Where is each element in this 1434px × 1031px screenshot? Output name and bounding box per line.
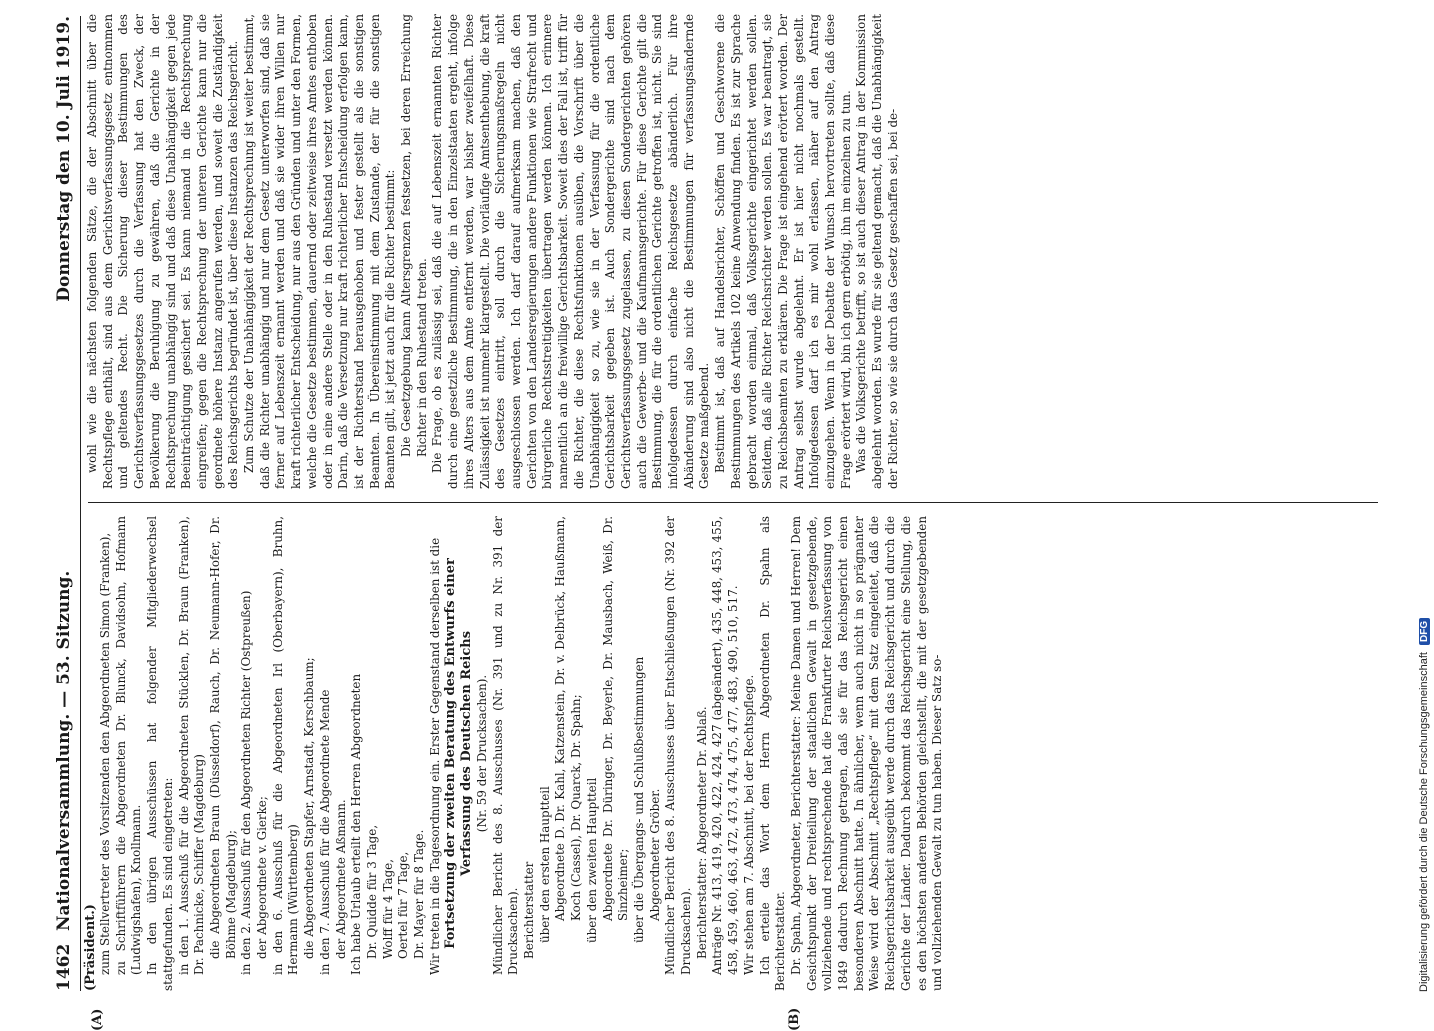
paragraph: Wir stehen am 7. Abschnitt, bei der Rechtspflege. — [741, 674, 756, 975]
page-number: 1462 — [54, 943, 74, 991]
left-column — [98, 516, 1378, 991]
paragraph: Abgeordneter Gröber. — [647, 788, 662, 921]
rotated-page — [52, 14, 1382, 1031]
paragraph: wohl wie die nächsten folgenden Sätze, die der Abschnitt über die Rechtspflege enthält, sind aus dem Gerichtsverfassungsgesetz entnommen und geltendes Recht. Die Sicherung dieser Bestimmungen des Gerichtsverfassungsgesetzes durch die Verfassung hat den Zweck, der Bevölkerung die Beruhigung zu gewähren, daß die Gerichte in der Rechtsprechung unabhängig sind und daß diese Unabhängigkeit gegen jede Beeinträchtigung gesichert sei. Es kann niemand in die Rechtsprechung eingreifen; gegen die Rechtsprechung der unteren Gerichte kann nur die geordnete höhere Instanz angerufen werden, und soweit die Zuständigkeit des Reichsgerichts begründet ist, über diese Instanzen das Reichsgericht. — [85, 14, 241, 489]
paragraph: Wir treten in die Tagesordnung ein. Erster Gegenstand derselben ist die — [427, 537, 442, 975]
margin-marker-d — [787, 0, 802, 1]
paragraph: zum Stellvertreter des Vorsitzenden den Abgeordneten Simon (Franken), — [98, 532, 112, 975]
dfg-logo: DFG — [1419, 618, 1430, 645]
paragraph: In den übrigen Ausschüssen hat folgender Mitgliederwechsel stattgefunden. Es sind eingetreten: — [145, 516, 175, 991]
running-date: Donnerstag den 10. Juli 1919. — [54, 16, 74, 302]
running-header — [52, 16, 78, 991]
paragraph: Die Gesetzgebung kann Altersgrenzen festsetzen, bei deren Erreichung Richter in den Ruhestand treten. — [399, 14, 429, 457]
paragraph: Dr. Mayer für 8 Tage. — [412, 829, 427, 959]
paragraph: der Abgeordnete v. Gierke; — [255, 796, 270, 959]
paragraph: Abgeordnete D. Dr. Kahl, Katzenstein, Dr. v. Delbrück, Haußmann, Koch (Cassel), Dr. Quarck, Dr. Spahn; — [553, 516, 584, 921]
paragraph: Abgeordnete Dr. Düringer, Dr. Beyerle, Dr. Mausbach, Weiß, Dr. Sinzheimer; — [600, 516, 631, 921]
paragraph: Was die Volksgerichte betrifft, so ist auch dieser Antrag in der Kommission abgelehnt worden. Es wurde für sie geltend gemacht, daß die Unabhängigkeit der Richter, so wie sie durch das Gesetz geschaffen sei, bei de- — [854, 14, 900, 489]
margin-marker-b: (B) — [787, 1007, 802, 1031]
paragraph: Ich erteile das Wort dem Herrn Abgeordneten Dr. Spahn als Berichterstatter. — [757, 516, 788, 991]
paragraph: Mündlicher Bericht des 8. Ausschusses (Nr. 391 und zu Nr. 391 der Drucksachen). — [490, 516, 521, 975]
paragraph: über die Übergangs- und Schlußbestimmungen — [631, 656, 646, 943]
paragraph: Bestimmt ist, daß auf Handelsrichter, Schöffen und Geschworene die Bestimmungen des Artikels 102 keine Anwendung finden. Es ist zur Sprache gebracht worden einmal, daß Volksgerichte eingerichtet werden sollen. Seitdem, daß alle Richter Reichsrichter werden sollen. Es war beantragt, sie zu Reichsbeamten zu erklären. Die Frage ist eingehend erörtert worden. Der Antrag selbst wurde abgelehnt. Er ist hier nicht nochmals gestellt. Infolgedessen darf ich es mir wohl erlassen, näher auf den Antrag einzugehen. Wenn in der Debatte der Wunsch hervortreten sollte, daß diese Frage erörtert wird, bin ich gern erbötig, ihn im einzelnen zu tun. — [713, 14, 853, 489]
paragraph: in den 6. Ausschuß für die Abgeordneten Irl (Oberbayern), Bruhn, Hermann (Württemberg) — [270, 516, 301, 975]
paragraph: Berichterstatter — [521, 861, 536, 959]
paragraph: Die Frage, ob es zulässig sei, daß die auf Lebenszeit ernannten Richter durch eine gesetzliche Bestimmung, die in den Einzelstaaten ergeht, infolge ihres Alters aus dem Amte entfernt werden, war bisher zweifelhaft. Diese Zulässigkeit ist nunmehr klargestellt. Die vorläufige Amtsenthebung, die kraft des Gesetzes eintritt, soll durch die Sicherungsmaßregeln nicht ausgeschlossen werden. Ich darf darauf aufmerksam machen, daß den Gerichten von den Landesregierungen andere Funktionen wie Strafrecht und bürgerliche Rechtsstreitigkeiten übertragen werden können. Ich erinnere namentlich an die freiwillige Gerichtsbarkeit. Soweit dies der Fall ist, trifft für die Richter, die diese Rechtsfunktionen ausüben, die Vorschrift über die Unabhängigkeit so zu, wie sie in der Verfassung für die ordentliche Gerichtsbarkeit gegeben ist. Auch Sondergerichte sind nach dem Gerichtsverfassungsgesetz zugelassen, zu diesen Sondergerichten gehören auch die Gewerbe- und die Kaufmannsgerichte. Für diese Gerichte gilt die Bestimmung, die für die ordentlichen Gerichte getroffen ist, nicht. Sie sind infolgedessen durch einfache Reichsgesetze abänderlich. Für ihre Abänderung sind also nicht die Bestimmungen für verfassungsändernde Gesetze maßgebend. — [430, 14, 712, 489]
margin-marker-a: (A) — [90, 1008, 105, 1031]
paragraph: die Abgeordneten Braun (Düsseldorf), Rauch, Dr. Neumann-Hofer, Dr. Böhme (Magdeburg); — [207, 516, 238, 959]
paragraph: Oertel für 7 Tage, — [396, 851, 411, 959]
margin-marker-c — [90, 0, 105, 1]
paragraph: die Abgeordneten Stapfer, Arnstadt, Kerschbaum; — [302, 657, 317, 959]
paragraph: Dr. Spahn, Abgeordneter, Berichterstatter: Meine Damen und Herren! Dem Gesichtspunkt der Dreiteilung der staatlichen Gewalt in gesetzgebende, vollziehende und rechtsprechende hat die Frankfurter Reichsverfassung von 1849 dadurch Rechnung getragen, daß sie für das Reichsgericht einen besonderen Abschnitt hatte. In ähnlicher, wenn auch nicht in so prägnanter Weise wird der Abschnitt „Rechtspflege“ mit dem Satz eingeleitet, daß die Reichsgerichtsbarkeit ausgeübt werde durch das Reichsgericht und durch die Gerichte der Länder. Dadurch bekommt das Reichsgericht eine Stellung, die es den höchsten anderen Behörden gleichstellt, die mit der gesetzgebenden und vollziehenden Gewalt zu tun haben. Dieser Satz so- — [788, 516, 945, 991]
paragraph: in den 7. Ausschuß für die Abgeordnete Mende — [317, 689, 332, 975]
paragraph: zu Schriftführern die Abgeordneten Dr. Blunck, Davidsohn, Hofmann (Ludwigshafen), Knollmann. — [113, 516, 144, 975]
paragraph: Dr. Quidde für 3 Tage, — [364, 824, 379, 959]
paragraph: über den ersten Hauptteil — [537, 786, 552, 943]
running-title: Nationalversammlung. — 53. Sitzung. — [54, 570, 74, 931]
paragraph: Anträge Nr. 413, 419, 420, 422, 424, 427 (abgeändert), 435, 448, 453, 455, 458, 459, 460, 463, 472, 473, 474, 475, 477, 483, 490, 510, 517. — [710, 516, 741, 975]
paragraph: Berichterstatter: Abgeordneter Dr. Ablaß. — [694, 706, 709, 959]
paragraph: Zum Schutze der Unabhängigkeit der Rechtsprechung ist weiter bestimmt, daß die Richter unabhängig und nur dem Gesetz unterworfen sind, daß sie ferner auf Lebenszeit ernannt werden und daß sie wider ihren Willen nur kraft richterlicher Entscheidung, nur aus den Gründen und unter den Formen, welche die Gesetze bestimmen, dauernd oder zeitweise ihres Amtes enthoben oder in eine andere Stelle oder in den Ruhestand versetzt werden können. Darin, daß die Versetzung nur kraft richterlicher Entscheidung erfolgen kann, ist der Richterstand herausgehoben und fester gestellt als die sonstigen Beamten. In Übereinstimmung mit dem Zustande, der für die sonstigen Beamten gilt, ist jetzt auch für die Richter bestimmt: — [242, 14, 398, 489]
paragraph: Ich habe Urlaub erteilt den Herren Abgeordneten — [349, 673, 364, 975]
speaker-label: (Präsident.) — [83, 904, 98, 991]
paragraph: Mündlicher Bericht des 8. Ausschusses über Entschließungen (Nr. 392 der Drucksachen). — [663, 516, 694, 975]
paragraph: in den 2. Ausschuß für den Abgeordneten Richter (Ostpreußen) — [239, 590, 254, 975]
paragraph: Wolff für 4 Tage, — [380, 859, 395, 959]
column-divider — [88, 502, 1378, 503]
header-rule — [80, 16, 81, 991]
right-column — [85, 14, 1375, 489]
digitization-credit — [1418, 0, 1432, 992]
paragraph: Fortsetzung der zweiten Beratung des Entwurfs einer Verfassung des Deutschen Reichs — [443, 558, 475, 949]
paragraph: (Nr. 59 der Drucksachen). — [474, 674, 489, 833]
credit-text: Digitalisierung gefördert durch die Deutsche Forschungsgemeinschaft — [1418, 652, 1430, 992]
paragraph: der Abgeordnete Aßmann. — [333, 799, 348, 959]
paragraph: über den zweiten Hauptteil — [584, 777, 599, 943]
paragraph: in den 1. Ausschuß für die Abgeordneten Stücklen, Dr. Braun (Franken), Dr. Pachnicke, Schiffer (Magdeburg) — [176, 516, 207, 975]
